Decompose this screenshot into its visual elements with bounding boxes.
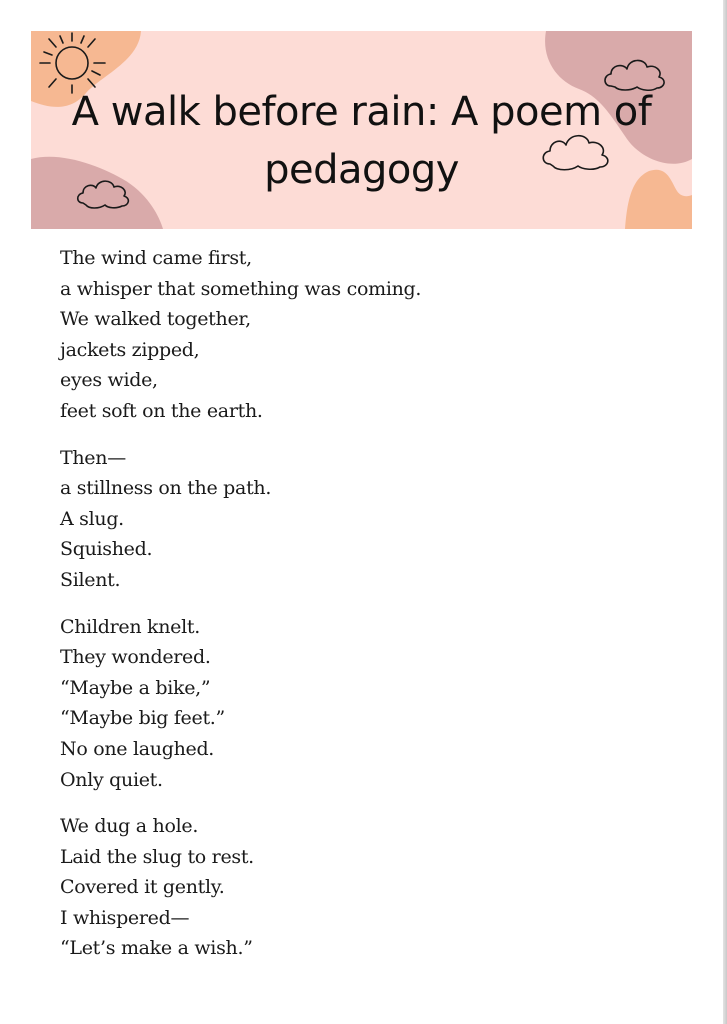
poem-line: “Maybe a bike,” [60, 676, 211, 699]
poem-line: Then— [60, 446, 126, 469]
poem-line: A slug. [60, 507, 124, 530]
poem-line: Silent. [60, 568, 121, 591]
poem-line: jackets zipped, [60, 338, 200, 361]
stanza [60, 443, 680, 596]
poem-line: feet soft on the earth. [60, 399, 263, 422]
stanza [60, 811, 680, 964]
poem-line: “Let’s make a wish.” [60, 937, 253, 960]
poem-line: We walked together, [60, 308, 251, 331]
poem-line: a whisper that something was coming. [60, 277, 422, 300]
page-title: A walk before rain: A poem of pedagogy [71, 89, 652, 193]
poem-line: Laid the slug to rest. [60, 845, 254, 868]
poem-line: a stillness on the path. [60, 477, 272, 500]
stanza [60, 612, 680, 796]
poem-line: They wondered. [60, 646, 211, 669]
poem-line: “Maybe big feet.” [60, 707, 225, 730]
poem-line: We dug a hole. [60, 815, 199, 838]
page-edge [723, 0, 727, 1024]
title-banner [31, 31, 692, 229]
poem-line: Squished. [60, 538, 153, 561]
poem-line: eyes wide, [60, 369, 158, 392]
poem-line: Covered it gently. [60, 876, 225, 899]
poem-body [60, 243, 680, 980]
poem-line: Children knelt. [60, 615, 200, 638]
poem-line: No one laughed. [60, 737, 215, 760]
stanza [60, 243, 680, 427]
poem-line: The wind came first, [60, 247, 252, 269]
poem-line: I whispered— [60, 906, 190, 929]
poem-line: Only quiet. [60, 768, 163, 791]
